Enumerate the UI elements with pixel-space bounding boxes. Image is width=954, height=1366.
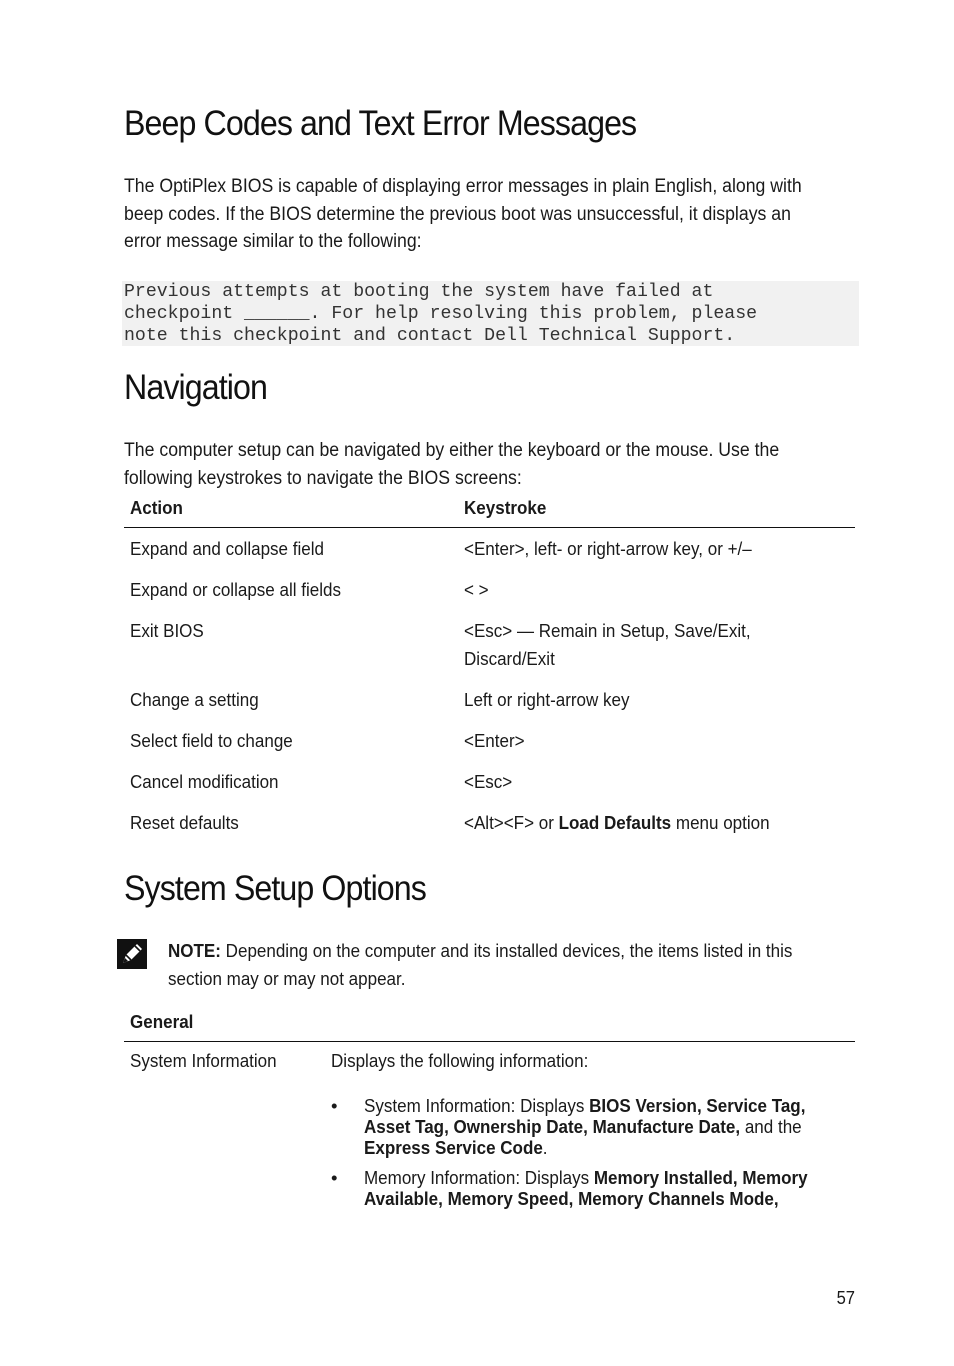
system-information-bullet-list [331,1095,871,1218]
action-cell: Cancel modification [130,771,279,792]
list-item: • Memory Information: Displays Memory Installed, Memory Available, Memory Speed, Memory Channels Mode, [331,1167,808,1209]
table-row [124,569,855,610]
note-label: NOTE: [168,940,221,961]
action-cell: Exit BIOS [130,620,204,641]
list-item: • System Information: Displays BIOS Version, Service Tag, Asset Tag, Ownership Date, Manufacture Date, and the Express Service Code. [331,1095,806,1158]
bullet-icon: • [331,1167,338,1188]
code-line: checkpoint ______. For help resolving this problem, please [124,304,758,324]
column-header-action: Action [124,497,458,528]
table-row [124,761,855,802]
beep-intro-paragraph: The OptiPlex BIOS is capable of displaying error messages in plain English, along with beep codes. If the BIOS determine the previous boot was unsuccessful, it displays an error message similar to the following: [124,176,802,252]
keystroke-cell: <Esc> [464,771,513,792]
keystroke-cell: <Alt><F> or Load Defaults menu option [464,812,770,833]
general-group-header [124,1009,855,1042]
table-row [124,528,855,570]
action-cell: Select field to change [130,730,293,751]
table-row [124,610,855,679]
note-pencil-icon [117,939,147,969]
note-paragraph [168,937,849,992]
note-text: Depending on the computer and its installed devices, the items listed in this section may or may not appear. [168,940,793,989]
keystroke-cell: <Enter>, left- or right-arrow key, or +/– [464,538,752,559]
column-header-keystroke: Keystroke [458,497,855,528]
keystroke-cell: <Enter> [464,730,525,751]
code-line: note this checkpoint and contact Dell Technical Support. [124,326,736,346]
navigation-intro-paragraph: The computer setup can be navigated by either the keyboard or the mouse. Use the following keystrokes to navigate the BIOS screens: [124,440,780,489]
table-header-row [124,497,855,528]
section-heading-system-setup: System Setup Options [124,869,426,908]
error-message-code-block [122,281,859,346]
page-number: 57 [836,1288,855,1308]
section-heading-beep-codes: Beep Codes and Text Error Messages [124,104,637,143]
keystroke-cell: < > [464,579,489,600]
system-information-description: Displays the following information: [331,1050,589,1071]
general-header-label: General [130,1011,194,1032]
bullet-icon: • [331,1095,338,1116]
table-row [124,802,855,843]
load-defaults-label: Load Defaults [558,812,672,833]
code-line: Previous attempts at booting the system have failed at [124,282,714,302]
section-heading-navigation: Navigation [124,368,267,407]
action-cell: Change a setting [130,689,259,710]
action-cell: Expand or collapse all fields [130,579,341,600]
keystroke-cell: Left or right-arrow key [464,689,630,710]
action-cell: Expand and collapse field [130,538,324,559]
system-information-label: System Information [130,1050,277,1071]
action-cell: Reset defaults [130,812,239,833]
navigation-keystroke-table [124,497,855,843]
keystroke-cell: <Esc> — Remain in Setup, Save/Exit, Discard/Exit [464,620,751,669]
table-row [124,679,855,720]
table-row [124,720,855,761]
